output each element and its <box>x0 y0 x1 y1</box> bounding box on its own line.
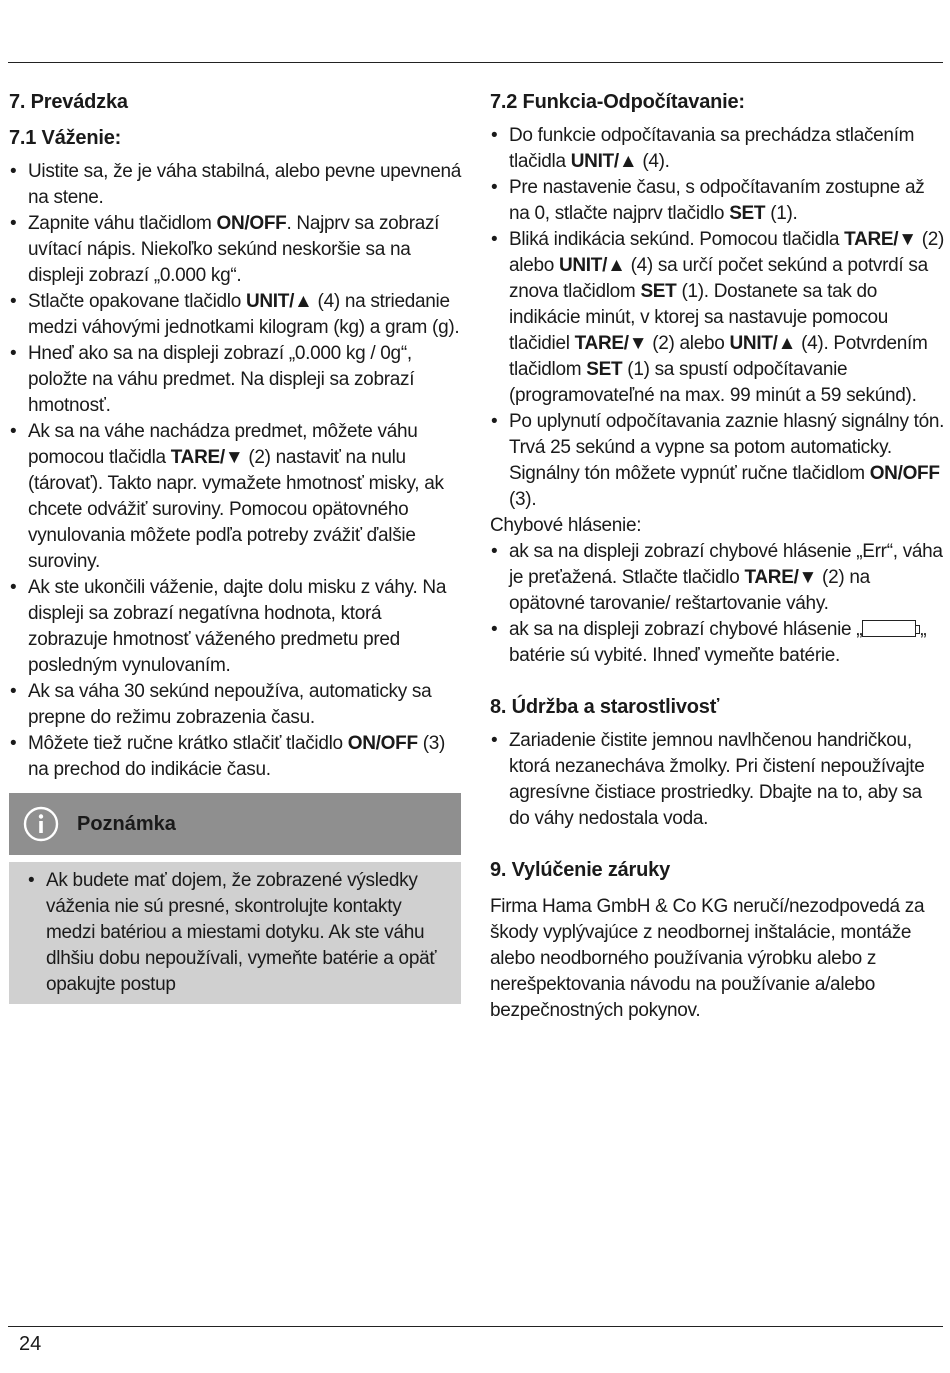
note-header <box>9 793 461 855</box>
list-item <box>490 539 945 617</box>
page-number: 24 <box>19 1333 42 1355</box>
section-7-2-heading: 7.2 Funkcia-Odpočítavanie: <box>490 91 745 113</box>
text-segment: Môžete tiež ručne krátko stlačiť tlačidlo <box>28 733 348 754</box>
text-segment: Zariadenie čistite jemnou navlhčenou handričkou, ktorá nezanecháva žmolky. Pri čistení nepoužívajte agresívne čistiace prostriedky. Dbajte na to, aby sa do váhy nedostala voda. <box>509 730 925 829</box>
note-title: Poznámka <box>77 812 176 835</box>
list-item <box>490 728 945 832</box>
info-icon <box>23 806 59 842</box>
text-segment: Ak ste ukončili váženie, dajte dolu misku z váhy. Na displeji sa zobrazí negatívna hodnota, ktorá zobrazuje hmotnosť váženého predmetu pred posledným vynulovaním. <box>28 577 447 676</box>
list-item <box>490 175 945 227</box>
key-label: ON/OFF <box>347 733 418 754</box>
text-segment: Po uplynutí odpočítavania zaznie hlasný signálny tón. Trvá 25 sekúnd a vypne sa potom automaticky. Signálny tón môžete vypnúť ručne tlačidlom <box>509 411 945 484</box>
key-label: TARE/▼ <box>744 567 818 588</box>
list-item <box>9 341 461 419</box>
right-column <box>490 88 945 1024</box>
text-segment: (1). <box>765 203 798 224</box>
text-segment: Ak budete mať dojem, že zobrazené výsledky váženia nie sú presné, skontrolujte kontakty medzi batériou a miestami dotyku. Ak ste váhu dlhšiu dobu nepoužívali, vymeňte batérie a opäť opakujte postup <box>46 870 437 995</box>
text-segment: . Najprv sa zobrazí uvítací nápis. Niekoľko sekúnd neskoršie sa na displeji zobrazí „0.000 kg“. <box>28 213 440 286</box>
weighing-steps-list <box>9 159 461 783</box>
key-label: UNIT/▲ <box>245 291 313 312</box>
bottom-rule <box>8 1326 943 1327</box>
warranty-text: Firma Hama GmbH & Co KG neručí/nezodpovedá za škody vyplývajúce z neodbornej inštalácie, montáže alebo neodborného používania výrobku alebo z nerešpektovania návodu na používanie a/alebo bezpečnostných pokynov. <box>490 896 925 1021</box>
note-list <box>27 868 451 998</box>
key-label: TARE/▼ <box>170 447 244 468</box>
list-item <box>490 409 945 513</box>
key-label: ON/OFF <box>216 213 287 234</box>
text-segment: ak sa na displeji zobrazí chybové hlásenie „ <box>509 619 863 640</box>
text-segment: (2) alebo <box>509 229 945 276</box>
text-segment: (4). Potvrdením tlačidlom <box>509 333 928 380</box>
text-segment: Stlačte opakovane tlačidlo <box>28 291 246 312</box>
battery-icon <box>862 620 916 637</box>
list-item <box>9 575 461 679</box>
text-segment: (2) nastaviť na nulu (tárovať). Takto napr. vymažete hmotnosť misky, ak chcete odvážiť suroviny. Pomocou opätovného vynulovania môžete podľa potreby zvážiť ďalšie suroviny. <box>28 447 444 572</box>
text-segment: Pre nastavenie času, s odpočítavaním zostupne až na 0, stlačte najprv tlačidlo <box>509 177 925 224</box>
error-messages-list <box>490 539 945 669</box>
text-segment: Bliká indikácia sekúnd. Pomocou tlačidla <box>509 229 845 250</box>
text-segment: (2) na opätovné tarovanie/ reštartovanie váhy. <box>509 567 870 614</box>
list-item <box>9 731 461 783</box>
text-segment: (1). Dostanete sa tak do indikácie minút, v ktorej sa nastavuje pomocou tlačidiel <box>509 281 889 354</box>
text-segment: (4) sa určí počet sekúnd a potvrdí sa znova tlačidlom <box>509 255 928 302</box>
section-8-heading: 8. Údržba a starostlivosť <box>490 696 720 718</box>
maintenance-list <box>490 728 945 832</box>
countdown-steps-list <box>490 123 945 513</box>
key-label: TARE/▼ <box>574 333 648 354</box>
text-segment: Do funkcie odpočítavania sa prechádza stlačením tlačidla <box>509 125 915 172</box>
text-segment: „ batérie sú vybité. Ihneď vymeňte batérie. <box>509 619 927 666</box>
key-label: TARE/▼ <box>844 229 917 250</box>
key-label: SET <box>586 359 623 380</box>
list-item <box>9 419 461 575</box>
list-item <box>490 123 945 175</box>
text-segment: Hneď ako sa na displeji zobrazí „0.000 kg / 0g“, položte na váhu predmet. Na displeji sa zobrazí hmotnosť. <box>28 343 415 416</box>
text-segment: (4) na striedanie medzi váhovými jednotkami kilogram (kg) a gram (g). <box>28 291 460 338</box>
text-segment: (3) na prechod do indikácie času. <box>28 733 446 780</box>
section-9-heading: 9. Vylúčenie záruky <box>490 859 670 881</box>
text-segment: (2) alebo <box>647 333 730 354</box>
key-label: UNIT/▲ <box>558 255 626 276</box>
list-item <box>490 617 945 669</box>
list-item <box>9 679 461 731</box>
key-label: UNIT/▲ <box>729 333 797 354</box>
key-label: SET <box>729 203 766 224</box>
list-item <box>9 289 461 341</box>
text-segment: (1) sa spustí odpočítavanie (programovateľné na max. 99 minút a 59 sekúnd). <box>509 359 917 406</box>
key-label: UNIT/▲ <box>570 151 638 172</box>
section-7-1-heading: 7.1 Váženie: <box>9 127 122 149</box>
list-item <box>490 227 945 409</box>
text-segment: Uistite sa, že je váha stabilná, alebo pevne upevnená na stene. <box>28 161 462 208</box>
note-body <box>9 862 461 1004</box>
text-segment: (3). <box>509 489 537 510</box>
list-item <box>9 211 461 289</box>
key-label: SET <box>640 281 677 302</box>
list-item <box>9 159 461 211</box>
key-label: ON/OFF <box>869 463 940 484</box>
text-segment: Ak sa váha 30 sekúnd nepoužíva, automaticky sa prepne do režimu zobrazenia času. <box>28 681 432 728</box>
list-item <box>27 868 451 998</box>
error-messages-label: Chybové hlásenie: <box>490 515 642 536</box>
top-rule <box>8 62 943 63</box>
left-column <box>9 88 461 1004</box>
text-segment: Zapnite váhu tlačidlom <box>28 213 217 234</box>
text-segment: Ak sa na váhe nachádza predmet, môžete váhu pomocou tlačidla <box>28 421 418 468</box>
text-segment: ak sa na displeji zobrazí chybové hlásenie „Err“, váha je preťažená. Stlačte tlačidlo <box>509 541 943 588</box>
text-segment: (4). <box>637 151 670 172</box>
section-7-heading: 7. Prevádzka <box>9 91 128 113</box>
